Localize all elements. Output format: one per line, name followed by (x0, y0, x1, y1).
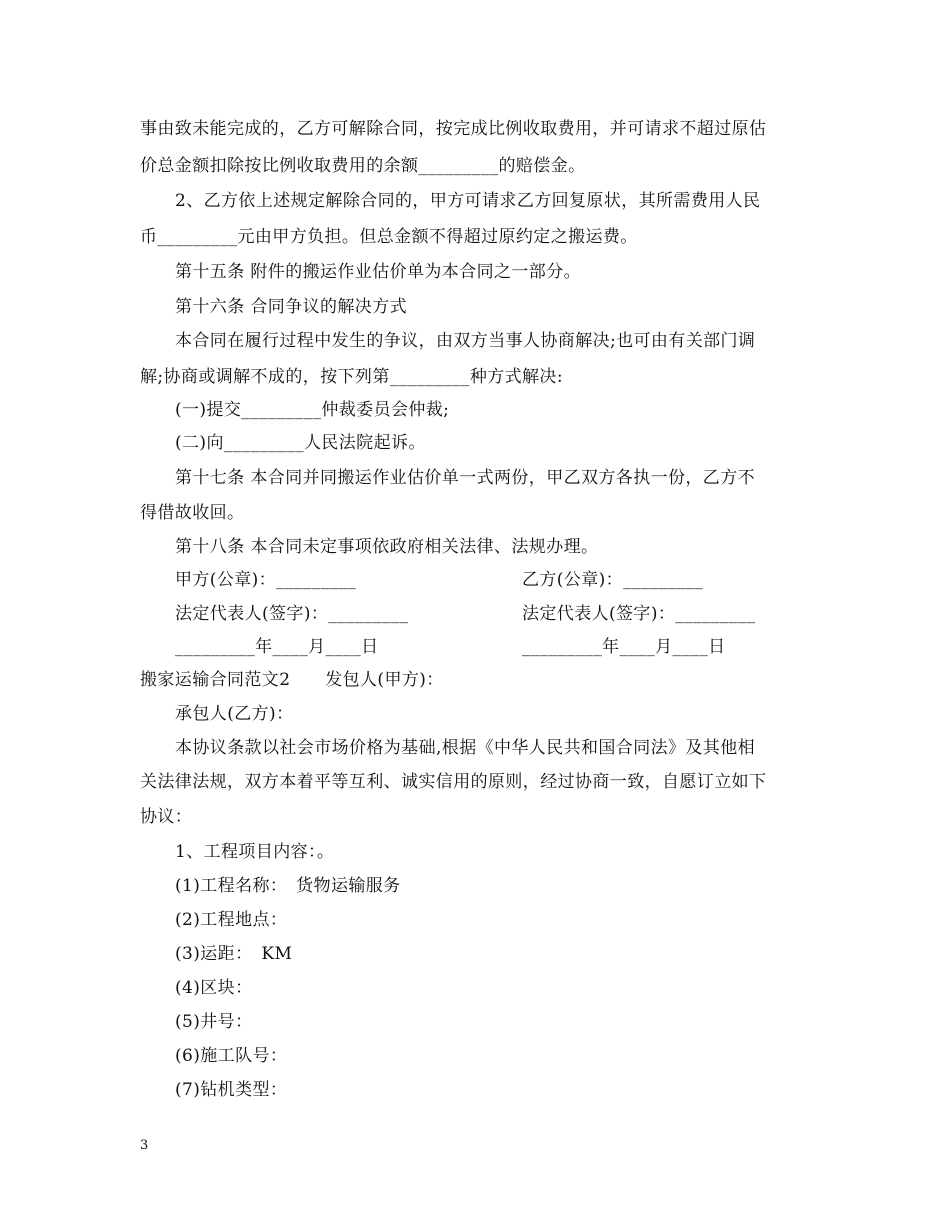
section-title: 搬家运输合同范文2 发包人(甲方)： (140, 670, 444, 690)
page-number: 3 (140, 1138, 149, 1153)
list-item: (1)工程名称： 货物运输服务 (175, 876, 401, 896)
option-2: (二)向_________人民法院起诉。 (175, 433, 426, 453)
list-item: (5)井号： (175, 1012, 253, 1032)
paragraph-line: 解;协商或调解不成的，按下列第_________种方式解决: (140, 367, 563, 387)
list-item: 1、工程项目内容：。 (175, 842, 335, 862)
party-b-seal: 乙方(公章)：_________ (522, 570, 704, 590)
paragraph-line: 协议： (140, 807, 193, 827)
list-item: (2)工程地点： (175, 910, 288, 930)
party-a-date: _________年____月____日 (175, 637, 379, 657)
party-b-date: _________年____月____日 (522, 637, 726, 657)
list-item: (6)施工队号： (175, 1046, 288, 1066)
paragraph-line: 币_________元由甲方负担。但总金额不得超过原约定之搬运费。 (140, 227, 638, 247)
paragraph-line: 本协议条款以社会市场价格为基础,根据《中华人民共和国合同法》及其他相 (175, 738, 756, 758)
paragraph-line: 事由致未能完成的，乙方可解除合同，按完成比例收取费用，并可请求不超过原估 (140, 119, 767, 139)
paragraph-line: 关法律法规，双方本着平等互利、诚实信用的原则，经过协商一致，自愿订立如下 (140, 772, 767, 792)
list-item: (7)钻机类型： (175, 1080, 288, 1100)
party-a-representative: 法定代表人(签字)：_________ (175, 604, 409, 624)
list-item: (4)区块： (175, 978, 253, 998)
clause-17: 第十七条 本合同并同搬运作业估价单一式两份，甲乙双方各执一份，乙方不 (175, 468, 756, 488)
paragraph-line: 本合同在履行过程中发生的争议，由双方当事人协商解决;也可由有关部门调 (175, 331, 756, 351)
clause-16-title: 第十六条 合同争议的解决方式 (175, 297, 408, 317)
paragraph-line: 2、乙方依上述规定解除合同的，甲方可请求乙方回复原状，其所需费用人民 (175, 191, 761, 211)
clause-18: 第十八条 本合同未定事项依政府相关法律、法规办理。 (175, 537, 599, 557)
paragraph-line: 价总金额扣除按比例收取费用的余额_________的赔偿金。 (140, 156, 586, 176)
clause-15: 第十五条 附件的搬运作业估价单为本合同之一部分。 (175, 262, 582, 282)
party-b-representative: 法定代表人(签字)：_________ (522, 604, 756, 624)
paragraph-line: 得借故收回。 (140, 503, 245, 523)
contractor-line: 承包人(乙方)： (175, 704, 294, 724)
party-a-seal: 甲方(公章)：_________ (175, 570, 357, 590)
option-1: (一)提交_________仲裁委员会仲裁; (175, 400, 450, 420)
list-item: (3)运距： KM (175, 944, 293, 964)
